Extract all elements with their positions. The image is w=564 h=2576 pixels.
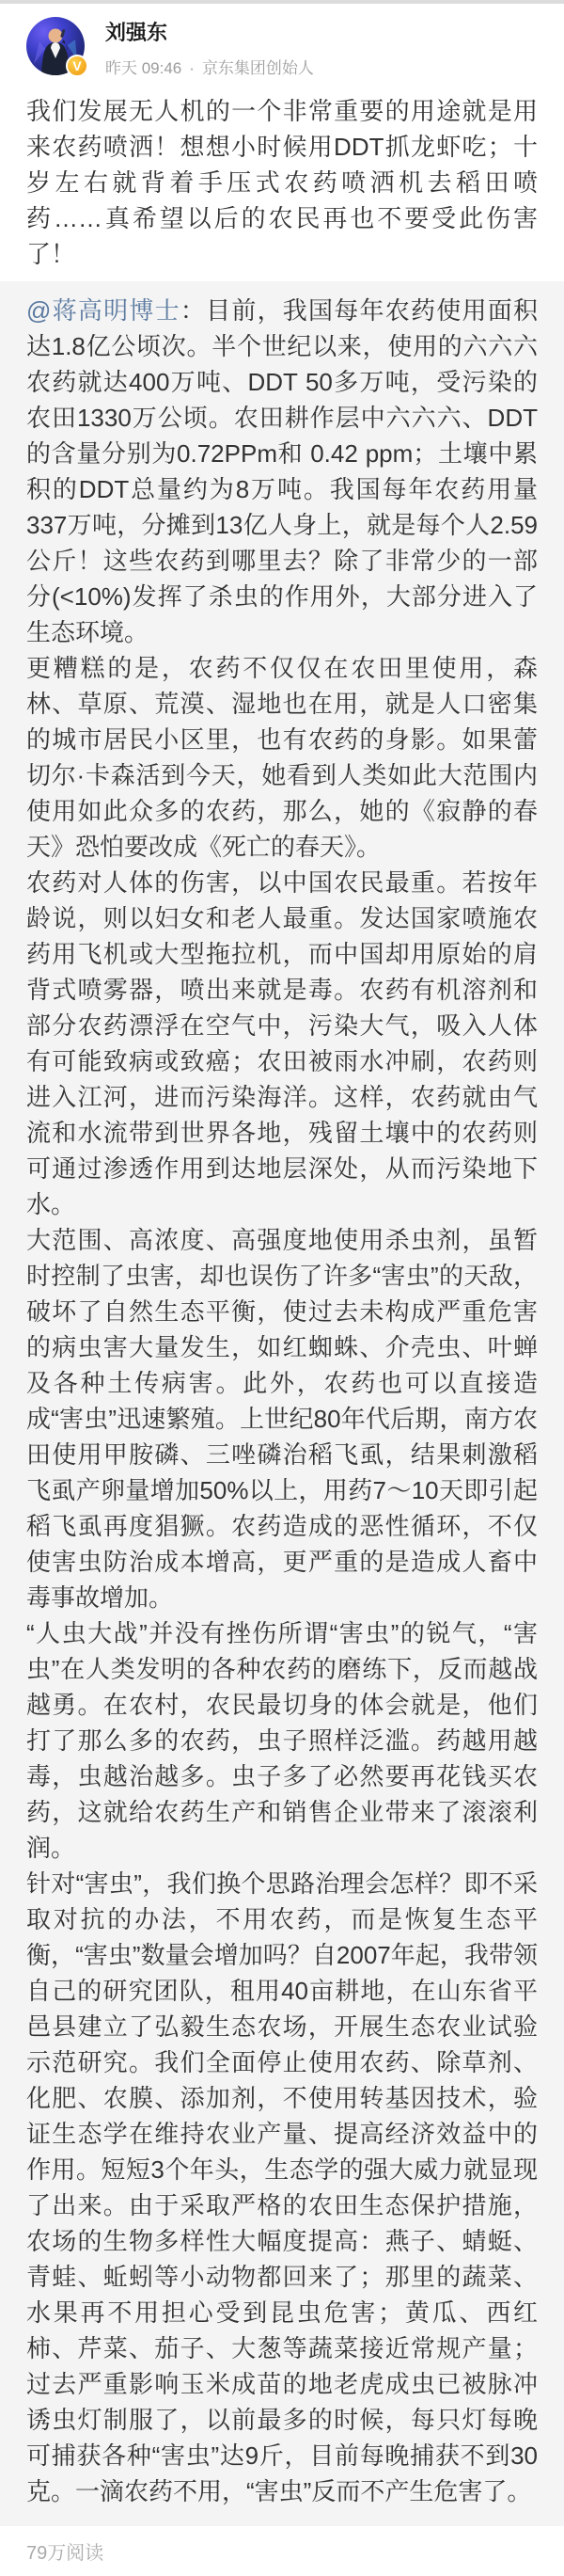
quote-paragraph: 大范围、高浓度、高强度地使用杀虫剂，虽暂时控制了虫害，却也误伤了许多“害虫”的天敌，破坏了自然生态平衡，使过去未构成严重危害的病虫害大量发生，如红蜘蛛、介壳虫、叶蝉及各种土传病害。此外，农药也可以直接造成“害虫”迅速繁殖。上世纪80年代后期，南方农田使用甲胺磷、三唑磷治稻飞虱，结果刺激稻飞虱产卵量增加50%以上，用药7～10天即引起稻飞虱再度猖獗。农药造成的恶性循环，不仅使害虫防治成本增高，更严重的是造成人畜中毒事故增加。 [26, 1226, 538, 1613]
post-header [0, 4, 564, 78]
meta-dot: · [189, 59, 195, 78]
quote-paragraph: “人虫大战”并没有挫伤所谓“害虫”的锐气，“害虫”在人类发明的各种农药的磨练下，反而越战越勇。在农村，农民最切身的体会就是，他们打了那么多的农药，虫子照样泛滥。药越用越毒，虫越治越多。虫子多了必然要再花钱买农药，这就给农药生产和销售企业带来了滚滚利润。 [26, 1619, 538, 1863]
post-time: 昨天 09:46 [105, 59, 182, 78]
quoted-text-block [0, 281, 564, 2526]
quote-paragraph [26, 293, 538, 650]
quote-paragraph-text: ：目前，我国每年农药使用面积达1.8亿公顷次。半个世纪以来，使用的六六六农药就达400万吨、DDT 50多万吨，受污染的农田1330万公顷。农田耕作层中六六六、DDT的含量分别为0.72PPm和 0.42 ppm；土壤中累积的DDT总量约为8万吨。我国每年农药用量337万吨，分摊到13亿人身上，就是每个人2.59公斤！这些农药到哪里去？除了非常少的一部分(<10%)发挥了杀虫的作用外，大部分进入了生态环境。 [26, 296, 538, 647]
user-name[interactable]: 刘强东 [105, 21, 168, 44]
user-role: 京东集团创始人 [201, 59, 314, 78]
avatar[interactable] [26, 17, 85, 75]
reads-count: 79万阅读 [26, 2543, 104, 2565]
quote-paragraph: 更糟糕的是，农药不仅仅在农田里使用，森林、草原、荒漠、湿地也在用，就是人口密集的城市居民小区里，也有农药的身影。如果蕾切尔·卡森活到今天，她看到人类如此大范围内使用如此众多的农药，那么，她的《寂静的春天》恐怕要改成《死亡的春天》。 [26, 654, 538, 862]
post-footer [0, 2526, 564, 2576]
mention-link[interactable]: @蒋高明博士 [26, 296, 180, 326]
quote-paragraph: 农药对人体的伤害，以中国农民最重。若按年龄说，则以妇女和老人最重。发达国家喷施农药用飞机或大型拖拉机，而中国却用原始的肩背式喷雾器，喷出来就是毒。农药有机溶剂和部分农药漂浮在空气中，污染大气，吸入人体有可能致病或致癌；农田被雨水冲刷，农药则进入江河，进而污染海洋。这样，农药就由气流和水流带到世界各地，残留土壤中的农药则可通过渗透作用到达地层深处，从而污染地下水。 [26, 868, 538, 1219]
quote-paragraph: 针对“害虫”，我们换个思路治理会怎样？即不采取对抗的办法，不用农药，而是恢复生态平衡，“害虫”数量会增加吗？自2007年起，我带领自己的研究团队，租用40亩耕地，在山东省平邑县建立了弘毅生态农场，开展生态农业试验示范研究。我们全面停止使用农药、除草剂、化肥、农膜、添加剂，不使用转基因技术，验证生态学在维持农业产量、提高经济效益中的作用。短短3个年头，生态学的强大威力就显现了出来。由于采取严格的农田生态保护措施，农场的生物多样性大幅度提高：燕子、蜻蜓、青蛙、蚯蚓等小动物都回来了；那里的蔬菜、水果再不用担心受到昆虫危害；黄瓜、西红柿、芹菜、茄子、大葱等蔬菜接近常规产量；过去严重影响玉米成苗的地老虎成虫已被脉冲诱虫灯制服了，以前最多的时候，每只灯每晚可捕获各种“害虫”达9斤，目前每晚捕获不到30克。一滴农药不用，“害虫”反而不产生危害了。 [26, 1869, 538, 2506]
post-meta [105, 55, 314, 78]
verified-v-icon: V [66, 55, 88, 77]
post-intro-text: 我们发展无人机的一个非常重要的用途就是用来农药喷洒！想想小时候用DDT抓龙虾吃；十岁左右就背着手压式农药喷洒机去稻田喷药……真希望以后的农民再也不要受此伤害了！ [26, 97, 538, 269]
